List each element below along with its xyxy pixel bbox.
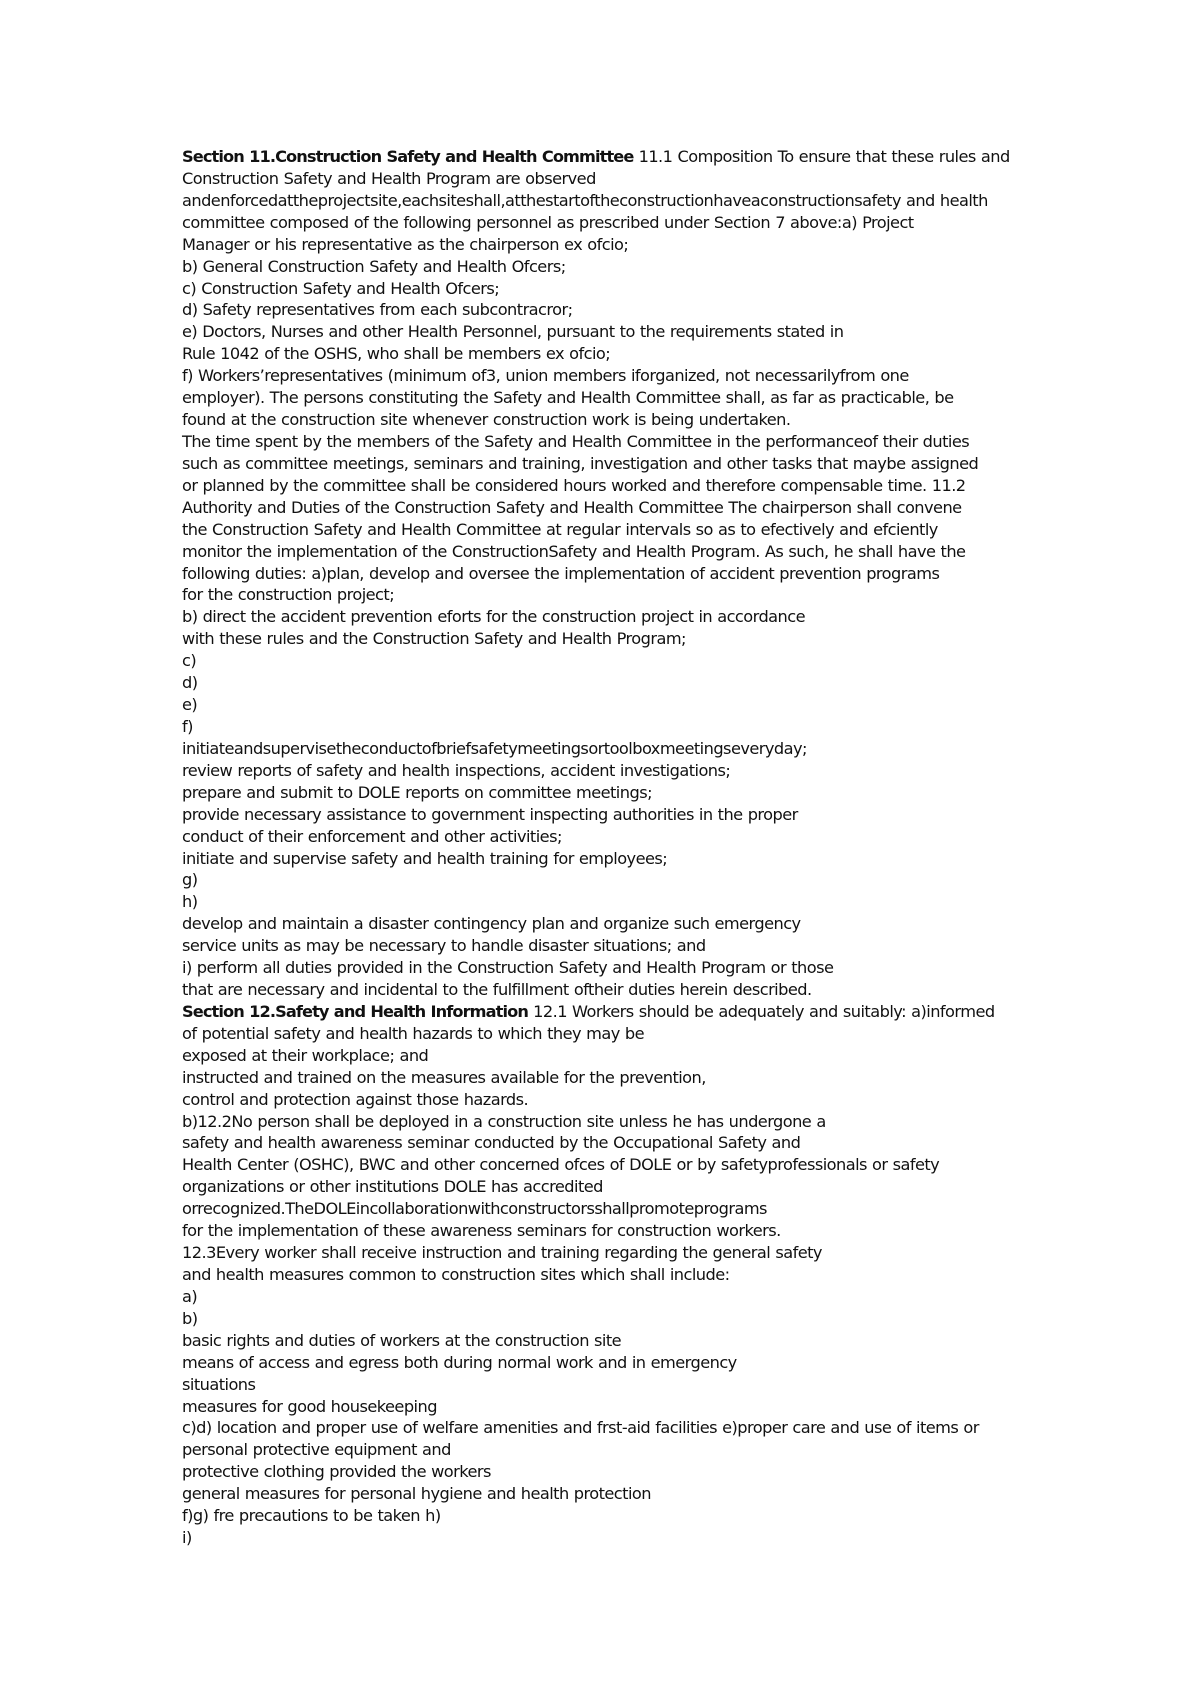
line-text: b) direct the accident prevention eforts for the construction project in accordance <box>182 607 806 627</box>
document-line <box>182 957 1082 979</box>
document-line <box>182 913 1082 935</box>
line-text: c)d) location and proper use of welfare amenities and frst-aid facilities e)proper care and use of items or <box>182 1418 979 1438</box>
line-text: and health measures common to construction sites which shall include: <box>182 1265 730 1285</box>
document-line <box>182 1527 1082 1549</box>
document-line <box>182 497 1082 519</box>
line-text: found at the construction site whenever construction work is being undertaken. <box>182 410 791 430</box>
document-line <box>182 584 1082 606</box>
line-text: Manager or his representative as the chairperson ex ofcio; <box>182 234 629 254</box>
line-text: or planned by the committee shall be considered hours worked and therefore compensable time. 11.2 <box>182 475 966 495</box>
line-text: review reports of safety and health inspections, accident investigations; <box>182 760 731 780</box>
document-line <box>182 234 1082 256</box>
line-text: Health Center (OSHC), BWC and other concerned ofces of DOLE or by safetyprofessionals or safety <box>182 1155 940 1175</box>
document-line <box>182 694 1082 716</box>
document-line <box>182 1154 1082 1176</box>
line-text: The time spent by the members of the Safety and Health Committee in the performanceof their duties <box>182 431 970 451</box>
document-line <box>182 1330 1082 1352</box>
line-text: measures for good housekeeping <box>182 1396 437 1416</box>
document-line <box>182 1242 1082 1264</box>
line-text: Authority and Duties of the Construction Safety and Health Committee The chairperson shall convene <box>182 497 962 517</box>
document-line <box>182 1483 1082 1505</box>
section-heading: Section 12.Safety and Health Information <box>182 1001 528 1021</box>
line-text: b)12.2No person shall be deployed in a construction site unless he has undergone a <box>182 1111 826 1131</box>
document-line <box>182 1308 1082 1330</box>
line-text: committee composed of the following personnel as prescribed under Section 7 above:a) Project <box>182 212 914 232</box>
document-line <box>182 563 1082 585</box>
line-text: c) Construction Safety and Health Ofcers; <box>182 278 500 298</box>
line-text: initiate and supervise safety and health training for employees; <box>182 848 668 868</box>
document-line <box>182 782 1082 804</box>
line-text: means of access and egress both during normal work and in emergency <box>182 1352 737 1372</box>
document-line <box>182 1198 1082 1220</box>
document-line <box>182 1220 1082 1242</box>
document-line <box>182 278 1082 300</box>
line-text: organizations or other institutions DOLE has accredited <box>182 1177 603 1197</box>
line-text: andenforcedattheprojectsite,eachsiteshall,atthestartoftheconstructionhaveaconstructionsafety and health <box>182 190 988 210</box>
line-text: develop and maintain a disaster contingency plan and organize such emergency <box>182 914 801 934</box>
document-line <box>182 738 1082 760</box>
line-text: i) perform all duties provided in the Construction Safety and Health Program or those <box>182 958 834 978</box>
document-line <box>182 343 1082 365</box>
line-text: such as committee meetings, seminars and training, investigation and other tasks that maybe assigned <box>182 453 979 473</box>
document-line <box>182 1374 1082 1396</box>
document-line <box>182 1111 1082 1133</box>
line-text: situations <box>182 1374 256 1394</box>
document-line <box>182 1505 1082 1527</box>
document-line <box>182 168 1082 190</box>
line-text: g) <box>182 870 198 890</box>
line-text: e) Doctors, Nurses and other Health Personnel, pursuant to the requirements stated in <box>182 322 844 342</box>
document-line <box>182 475 1082 497</box>
section-heading: Section 11.Construction Safety and Health Committee <box>182 147 634 166</box>
line-text: orrecognized.TheDOLEincollaborationwithconstructorsshallpromoteprograms <box>182 1199 767 1219</box>
document-line <box>182 650 1082 672</box>
document-line <box>182 869 1082 891</box>
document-line <box>182 826 1082 848</box>
document-line <box>182 365 1082 387</box>
line-text: c) <box>182 651 197 671</box>
document-line <box>182 409 1082 431</box>
line-text: with these rules and the Construction Safety and Health Program; <box>182 629 686 649</box>
document-line <box>182 146 1082 168</box>
document-line <box>182 431 1082 453</box>
document-line <box>182 1045 1082 1067</box>
document-line <box>182 1132 1082 1154</box>
document-line <box>182 804 1082 826</box>
document-line <box>182 190 1082 212</box>
line-text: safety and health awareness seminar conducted by the Occupational Safety and <box>182 1133 801 1153</box>
document-line <box>182 848 1082 870</box>
line-text: d) Safety representatives from each subcontracror; <box>182 300 573 320</box>
document-line <box>182 1439 1082 1461</box>
line-text: 12.3Every worker shall receive instruction and training regarding the general safety <box>182 1243 822 1263</box>
line-text: protective clothing provided the workers <box>182 1462 491 1482</box>
document-line <box>182 716 1082 738</box>
line-text: control and protection against those hazards. <box>182 1089 529 1109</box>
line-text: employer). The persons constituting the Safety and Health Committee shall, as far as practicable, be <box>182 388 954 408</box>
document-line <box>182 606 1082 628</box>
document-line <box>182 212 1082 234</box>
document-line <box>182 1352 1082 1374</box>
document-line <box>182 1417 1082 1439</box>
line-text: personal protective equipment and <box>182 1440 451 1460</box>
document-line <box>182 1001 1082 1023</box>
line-text: that are necessary and incidental to the fulfillment oftheir duties herein described. <box>182 980 812 1000</box>
line-text: conduct of their enforcement and other activities; <box>182 826 562 846</box>
line-text: of potential safety and health hazards to which they may be <box>182 1023 644 1043</box>
line-text: following duties: a)plan, develop and oversee the implementation of accident prevention programs <box>182 563 940 583</box>
document-line <box>182 453 1082 475</box>
document-line <box>182 299 1082 321</box>
line-text: f)g) fre precautions to be taken h) <box>182 1506 441 1526</box>
document-line <box>182 1396 1082 1418</box>
document-line <box>182 1176 1082 1198</box>
line-text: 12.1 Workers should be adequately and suitably: a)informed <box>528 1001 995 1021</box>
line-text: prepare and submit to DOLE reports on committee meetings; <box>182 782 652 802</box>
line-text: for the implementation of these awareness seminars for construction workers. <box>182 1221 781 1241</box>
document-line <box>182 1264 1082 1286</box>
line-text: initiateandsupervisetheconductofbriefsafetymeetingsortoolboxmeetingseveryday; <box>182 738 807 758</box>
line-text: provide necessary assistance to government inspecting authorities in the proper <box>182 804 798 824</box>
document-line <box>182 1461 1082 1483</box>
document-line <box>182 935 1082 957</box>
line-text: f) Workers’representatives (minimum of3, union members iforganized, not necessarilyfrom one <box>182 366 909 386</box>
document-line <box>182 1089 1082 1111</box>
line-text: f) <box>182 716 193 736</box>
line-text: a) <box>182 1286 198 1306</box>
line-text: exposed at their workplace; and <box>182 1045 429 1065</box>
line-text: service units as may be necessary to handle disaster situations; and <box>182 936 706 956</box>
document-line <box>182 672 1082 694</box>
document-line <box>182 256 1082 278</box>
document-line <box>182 387 1082 409</box>
document-line <box>182 519 1082 541</box>
line-text: h) <box>182 892 198 912</box>
line-text: for the construction project; <box>182 585 395 605</box>
line-text: general measures for personal hygiene and health protection <box>182 1484 651 1504</box>
document-line <box>182 979 1082 1001</box>
line-text: d) <box>182 673 198 693</box>
line-text: i) <box>182 1528 192 1548</box>
line-text: Construction Safety and Health Program are observed <box>182 168 596 188</box>
document-page <box>182 146 1082 1549</box>
line-text: e) <box>182 695 198 715</box>
line-text: basic rights and duties of workers at the construction site <box>182 1330 622 1350</box>
document-line <box>182 891 1082 913</box>
line-text: b) General Construction Safety and Health Ofcers; <box>182 256 566 276</box>
line-text: monitor the implementation of the ConstructionSafety and Health Program. As such, he shall have the <box>182 541 966 561</box>
line-text: the Construction Safety and Health Committee at regular intervals so as to efectively and efciently <box>182 519 938 539</box>
document-line <box>182 321 1082 343</box>
line-text: Rule 1042 of the OSHS, who shall be members ex ofcio; <box>182 344 611 364</box>
document-line <box>182 541 1082 563</box>
document-line <box>182 628 1082 650</box>
line-text: 11.1 Composition To ensure that these rules and <box>633 147 1010 166</box>
document-line <box>182 1286 1082 1308</box>
document-line <box>182 1067 1082 1089</box>
line-text: b) <box>182 1308 198 1328</box>
document-line <box>182 760 1082 782</box>
line-text: instructed and trained on the measures available for the prevention, <box>182 1067 706 1087</box>
document-line <box>182 1023 1082 1045</box>
